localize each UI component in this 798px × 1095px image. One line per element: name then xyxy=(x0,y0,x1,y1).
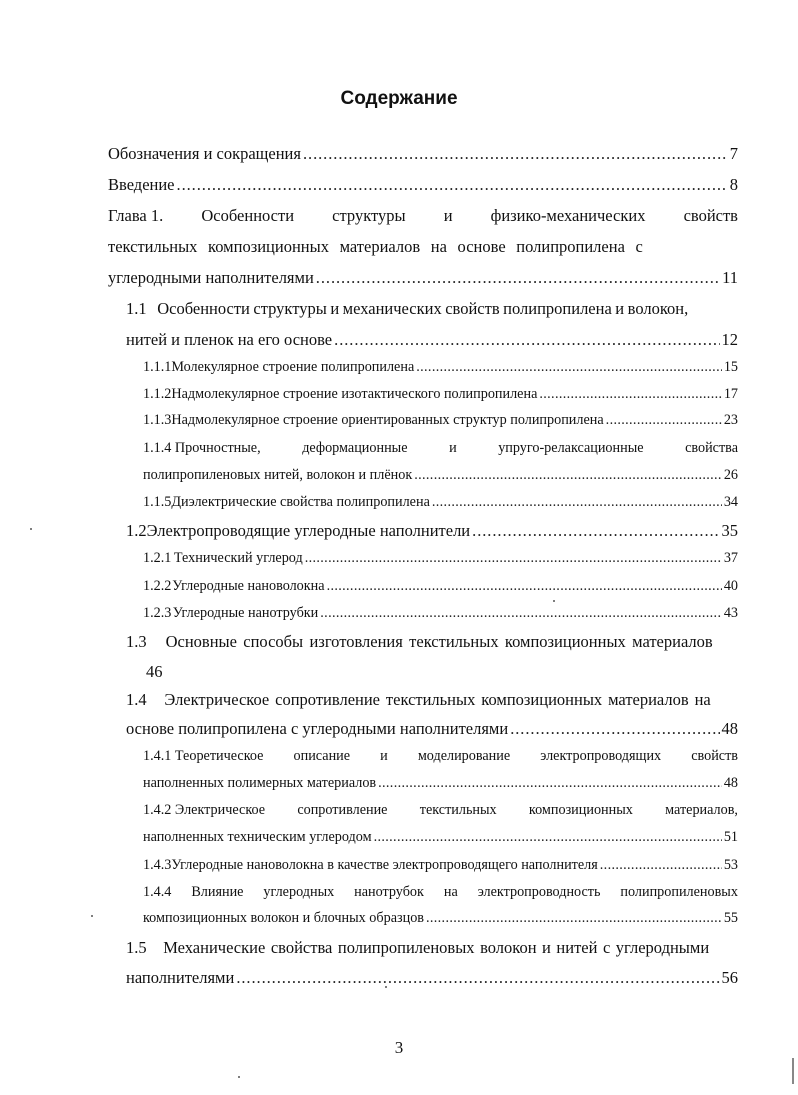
toc-entry-1-1-4[interactable] xyxy=(143,440,738,457)
scan-speck xyxy=(91,915,93,917)
toc-section-number: 1.4.3 xyxy=(143,857,172,873)
toc-entry-text: Введение xyxy=(108,175,175,194)
toc-page-number: 23 xyxy=(723,412,738,428)
toc-word: свойства xyxy=(685,440,738,456)
toc-entry-1-1-3[interactable] xyxy=(143,412,738,429)
dot-leader xyxy=(510,719,719,739)
toc-word: полипропиленовых xyxy=(620,884,738,900)
toc-word: свойств xyxy=(683,206,738,225)
toc-word: структуры xyxy=(332,206,406,225)
toc-page-number: 48 xyxy=(723,775,738,791)
toc-entry-text: Диэлектрические свойства полипропилена xyxy=(171,494,430,510)
toc-entry-text: Технический углерод xyxy=(173,550,303,566)
dot-leader xyxy=(177,175,728,195)
toc-word: материалов, xyxy=(665,802,738,818)
toc-word: упруго-релаксационные xyxy=(498,440,644,456)
toc-word: моделирование xyxy=(417,748,511,764)
toc-page-number: 37 xyxy=(723,550,738,566)
toc-entry-text: Углеродные нанотрубки xyxy=(172,605,319,621)
toc-page-number: 11 xyxy=(722,268,738,287)
toc-entry-1-1-4-line2 xyxy=(143,467,738,484)
toc-page-number: 26 xyxy=(723,467,738,483)
toc-word: электропроводность xyxy=(477,884,601,900)
toc-word: углеродных xyxy=(263,884,335,900)
toc-entry-1-4-4-line2 xyxy=(143,910,738,927)
page-number: 3 xyxy=(394,1038,404,1057)
dot-leader xyxy=(236,968,719,988)
toc-page-number: 43 xyxy=(723,605,738,621)
toc-entry-text: Углеродные нановолокна в качестве электропроводящего наполнителя xyxy=(171,857,598,873)
toc-entry-1-2-2[interactable] xyxy=(143,578,738,595)
toc-entry-abbreviations[interactable] xyxy=(108,144,738,164)
toc-entry-text: Обозначения и сокращения xyxy=(108,144,301,163)
toc-entry-introduction[interactable] xyxy=(108,175,738,195)
toc-section-number: 1.1.5 xyxy=(143,494,172,510)
scan-speck xyxy=(238,1076,240,1078)
toc-entry-text: Надмолекулярное строение изотактического полипропилена xyxy=(171,386,538,402)
dot-leader xyxy=(334,330,719,350)
toc-entry-text: композиционных волокон и блочных образцов xyxy=(143,910,424,926)
toc-entry-text: 1.4 Электрическое сопротивление текстильных композиционных материалов на xyxy=(126,690,711,709)
dot-leader xyxy=(539,386,721,403)
toc-word: 1.4.4 xyxy=(143,884,172,900)
toc-entry-chapter-1[interactable] xyxy=(108,206,738,226)
dot-leader xyxy=(606,412,722,429)
toc-page-number: 55 xyxy=(723,910,738,926)
toc-entry-text: Надмолекулярное строение ориентированных структур полипропилена xyxy=(171,412,604,428)
toc-word: и xyxy=(449,440,457,456)
page-title: Содержание xyxy=(340,88,458,109)
toc-page-number: 48 xyxy=(721,719,738,738)
toc-section-number: 1.1.2 xyxy=(143,386,172,402)
toc-word: текстильных xyxy=(419,802,497,818)
toc-word: 1.4.1 Теоретическое xyxy=(143,748,264,764)
toc-page-number: 7 xyxy=(729,144,738,163)
toc-entry-text: 1.3 Основные способы изготовления текстильных композиционных материалов xyxy=(126,632,713,651)
toc-entry-1-5-line2 xyxy=(126,968,738,988)
toc-page-number: 46 xyxy=(146,662,163,681)
toc-word: 1.1.4 Прочностные, xyxy=(143,440,261,456)
dot-leader xyxy=(374,829,722,846)
toc-entry-text: текстильных композиционных материалов на основе полипропилена с xyxy=(108,237,643,256)
scan-speck xyxy=(553,600,555,602)
scan-speck xyxy=(30,528,32,530)
toc-entry-text: углеродными наполнителями xyxy=(108,268,314,287)
toc-word: на xyxy=(443,884,458,900)
toc-word: физико-механических xyxy=(490,206,646,225)
toc-entry-1-1-5[interactable] xyxy=(143,494,738,511)
toc-entry-1-4-3[interactable] xyxy=(143,857,738,874)
toc-entry-1-3-page xyxy=(146,662,206,682)
toc-entry-1-2[interactable] xyxy=(126,521,738,541)
toc-entry-chapter-1-line2 xyxy=(108,237,738,257)
toc-entry-1-4-1[interactable] xyxy=(143,748,738,765)
toc-page-number: 12 xyxy=(721,330,738,349)
dot-leader xyxy=(472,521,719,541)
toc-word: описание xyxy=(293,748,351,764)
toc-page-number: 35 xyxy=(721,521,738,540)
toc-page-number: 53 xyxy=(723,857,738,873)
toc-word: деформационные xyxy=(302,440,408,456)
toc-page-number: 17 xyxy=(723,386,738,402)
toc-entry-text: наполненных полимерных материалов xyxy=(143,775,377,791)
toc-section-number: 1.2.1 xyxy=(143,550,172,566)
dot-leader xyxy=(378,775,722,792)
dot-leader xyxy=(600,857,722,874)
toc-entry-text: 1.1 Особенности структуры и механических свойств полипропилена и волокон, xyxy=(126,299,689,318)
toc-entry-1-4-2[interactable] xyxy=(143,802,738,819)
toc-word: свойств xyxy=(691,748,738,764)
toc-word: Влияние xyxy=(191,884,244,900)
toc-entry-1-1-1[interactable] xyxy=(143,359,738,376)
toc-page-number: 40 xyxy=(723,578,738,594)
dot-leader xyxy=(305,550,722,567)
toc-entry-text: полипропиленовых нитей, волокон и плёнок xyxy=(143,467,413,483)
dot-leader xyxy=(432,494,722,511)
toc-entry-1-4[interactable] xyxy=(126,690,738,710)
toc-entry-text: наполненных техническим углеродом xyxy=(143,829,372,845)
toc-word: Особенности xyxy=(201,206,295,225)
toc-word: Глава 1. xyxy=(108,206,164,225)
toc-word: нанотрубок xyxy=(354,884,424,900)
dot-leader xyxy=(316,268,720,288)
toc-entry-text: нитей и пленок на его основе xyxy=(126,330,333,349)
toc-entry-1-5[interactable] xyxy=(126,938,738,958)
toc-entry-text: Электропроводящие углеродные наполнители xyxy=(146,521,471,540)
toc-entry-chapter-1-line3 xyxy=(108,268,738,288)
dot-leader xyxy=(414,467,722,484)
scan-edge-mark xyxy=(792,1058,794,1084)
toc-entry-1-1-2[interactable] xyxy=(143,386,738,403)
toc-entry-1-1[interactable] xyxy=(126,299,738,319)
toc-page-number: 34 xyxy=(723,494,738,510)
toc-page-number: 56 xyxy=(721,968,738,987)
toc-word: и xyxy=(443,206,453,225)
toc-section-number: 1.1.3 xyxy=(143,412,172,428)
toc-entry-1-4-4[interactable] xyxy=(143,884,738,901)
toc-entry-1-2-3[interactable] xyxy=(143,605,738,622)
toc-entry-1-1-line2 xyxy=(126,330,738,350)
toc-page-number: 8 xyxy=(729,175,738,194)
toc-entry-1-4-line2 xyxy=(126,719,738,739)
dot-leader xyxy=(320,605,722,622)
toc-word: электропроводящих xyxy=(540,748,662,764)
dot-leader xyxy=(327,578,722,595)
toc-word: сопротивление xyxy=(297,802,388,818)
toc-entry-text: основе полипропилена с углеродными наполнителями xyxy=(126,719,509,738)
toc-entry-text: 1.5 Механические свойства полипропиленовых волокон и нитей с углеродными xyxy=(126,938,710,957)
toc-entry-text: Углеродные нановолокна xyxy=(172,578,325,594)
toc-entry-text: Молекулярное строение полипропилена xyxy=(171,359,415,375)
toc-section-number: 1.2.3 xyxy=(143,605,172,621)
toc-section-number: 1.2.2 xyxy=(143,578,172,594)
toc-entry-1-3[interactable] xyxy=(126,632,738,652)
dot-leader xyxy=(303,144,728,164)
toc-entry-text: наполнителями xyxy=(126,968,235,987)
toc-entry-1-2-1[interactable] xyxy=(143,550,738,567)
toc-section-number: 1.2 xyxy=(126,521,147,540)
toc-page-number: 15 xyxy=(723,359,738,375)
dot-leader xyxy=(416,359,722,376)
toc-word: композиционных xyxy=(528,802,633,818)
toc-entry-1-4-2-line2 xyxy=(143,829,738,846)
toc-word: и xyxy=(380,748,388,764)
dot-leader xyxy=(426,910,722,927)
toc-section-number: 1.1.1 xyxy=(143,359,172,375)
toc-word: 1.4.2 Электрическое xyxy=(143,802,266,818)
toc-page-number: 51 xyxy=(723,829,738,845)
scan-speck xyxy=(385,986,387,988)
toc-entry-1-4-1-line2 xyxy=(143,775,738,792)
